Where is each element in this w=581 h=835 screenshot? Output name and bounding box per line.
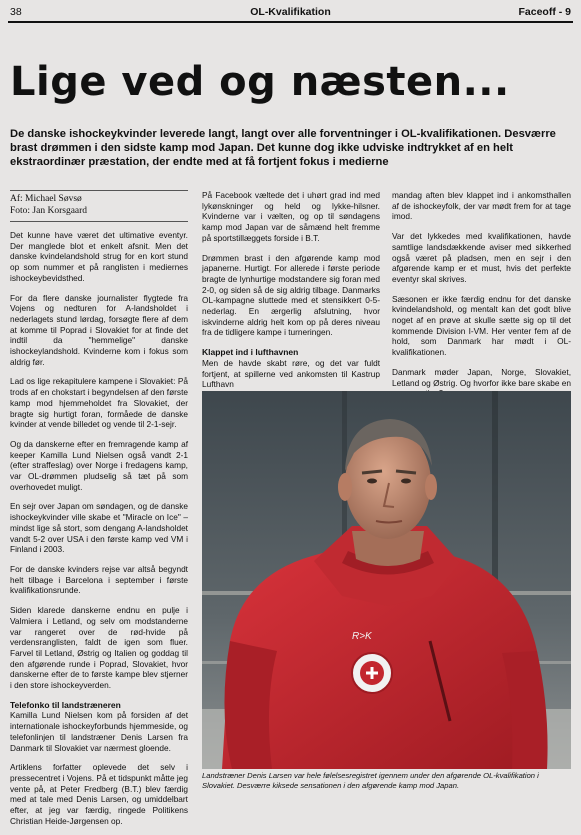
column-3 [392, 190, 571, 408]
coach-photo [202, 391, 571, 769]
page-number: 38 [10, 6, 22, 18]
body-paragraph: Kamilla Lund Nielsen kom på forsiden af det internationale ishockeyforbunds hjemmeside, og telefonlinjen til landstræner Denis Larsen fra Danmark til Slovakiet var nærmest gloende. [10, 710, 188, 753]
body-paragraph: Sæsonen er ikke færdig endnu for det danske kvindelandshold, og mentalt kan det godt blive noget af en prøve at skulle sætte sig op til det kommende Division I-VM. Her venter fem af de hold, som Danmark har mødt i OL-kvalifikationen. [392, 293, 571, 358]
byline-top-rule [10, 190, 188, 191]
body-paragraph: Siden klarede danskerne endnu en pulje i Valmiera i Letland, og selv om modstanderne var rangeret over de rød-hvide på verdensranglisten, faldt de igen som fluer. Farvel til Letland, Østrig og Italien og goddag til den afgørende runde i Poprad, Slovakiet, hvor danskerne efter de to første kampe blev stjerner i den store ishockeyverden. [10, 605, 188, 691]
body-paragraph: Det kunne have været det ultimative eventyr. Der manglede blot et enkelt afsnit. Men det danske kvindelandshold strug for en kort stund op som nummer et på ranglisten i mediernes ishockeybevidsthed. [10, 230, 188, 283]
byline-bottom-rule [10, 221, 188, 222]
headline: Lige ved og næsten... [10, 59, 510, 105]
body-paragraph: Var det lykkedes med kvalifikationen, havde samtlige landsdækkende aviser med sikkerhed også været på pladsen, men en sejr i den afgørende kamp er et must, hvis det perfekte eventyr skal skrives. [392, 231, 571, 284]
body-paragraph: En sejr over Japan om søndagen, og de danske ishockeykvinder ville skabe et "Miracle on Ice" – mindst lige så stort, som dengang A-landsholdet vandt 5-2 over USA i den første kamp ved VM i Finland i 2003. [10, 501, 188, 555]
coach-photo-illustration [202, 391, 571, 769]
column-1 [10, 193, 188, 835]
header-rule [8, 21, 573, 23]
body-paragraph: Men de havde skabt røre, og det var fuldt fortjent, at spillerne ved ankomsten til Kastrup Lufthavn [202, 357, 380, 390]
jacket-brand-logo: R>K [352, 631, 372, 642]
subheading: Telefonko til landstræneren [10, 699, 121, 710]
body-paragraph: Artiklens forfatter oplevede det selv i pressecentret i Vojens. På et tidspunkt måtte jeg vente på, at Peter Fredberg (B.T.) blev færdig med at tale med Denis Larsen, og umiddelbart efter, at jeg var færdig, ringede Politikens Christian Heide-Jørgensen op. [10, 762, 188, 826]
body-paragraph: For de danske kvinders rejse var altså begyndt helt tilbage i Barcelona i september i første kvalifikationsrunde. [10, 563, 188, 596]
publication-name: Faceoff - 9 [518, 6, 571, 18]
body-paragraph: Drømmen brast i den afgørende kamp mod japanerne. Hurtigt. For allerede i første periode bragte de lynhurtige modstandere sig foran med 2-0, og siden så de sig aldrig tilbage. Danmarks OL-kampagne sluttede med et stensikkert 0-5-nederlag. En ærgerlig afslutning, hvor iskvinderne aldrig helt kom op på deres niveau fra de tidligere kampe i turneringen. [202, 252, 380, 338]
body-paragraph: Danmark møder Japan, Norge, Slovakiet, Letland og Østrig. Og hvorfor ikke bare skabe en [392, 366, 571, 388]
byline-photo: Foto: Jan Korsgaard [10, 206, 88, 216]
column-2 [202, 190, 380, 399]
body-paragraph: På Facebook væltede det i uhørt grad ind med lykønskninger og held og lykke-hilsner. Kvinderne var i vælten, og op til søndagens kamp mod Japan var de såmænd helt fremme på sportstillæggets forside i B.T. [202, 190, 380, 243]
page-header [10, 6, 571, 20]
body-paragraph: Lad os lige rekapitulere kampene i Slovakiet: På trods af en chokstart i begyndelsen af den første kamp mod hjemmeholdet fra Slovakiet, der bragte sig hurtigt foran, formåede de danske kvinder at vende billedet og vende til 2-1-sejr. [10, 376, 188, 430]
body-paragraph: mandag aften blev klappet ind i ankomsthallen af de ishockeyfolk, der var mødt frem for at tage imod. [392, 190, 571, 222]
photo-caption: Landstræner Denis Larsen var hele følelsesregistret igennem under den afgørende OL-kvalifikation i Slovakiet. Desværre kiksede sensationen i den afgørende kamp mod Japan. [202, 771, 539, 790]
byline-author: Af: Michael Søvsø [10, 194, 82, 204]
body-paragraph: Og da danskerne efter en fremragende kamp af keeper Kamilla Lund Nielsen også vandt 2-1 (efter straffeslag) over Norge i fredagens kamp, var OL-drømmen pludselig så tæt på som overhovedet muligt. [10, 438, 188, 492]
body-paragraph: For da flere danske journalister flygtede fra Vojens og nedturen for A-landsholdet i nederlagets stund lørdag, forsøgte flere af dem at komme til Poprad i Slovakiet for at finde det indtil da "hemmelige" danske ishockeylandshold. Kvinderne kom i fokus som aldrig før. [10, 292, 188, 367]
lead-paragraph: De danske ishockeykvinder leverede langt, langt over alle forventninger i OL-kvalifikationen. Desværre brast drømmen i den sidste kamp mod Japan. Det kunne dog ikke udviske indtrykket af en helt ekstraordinær præstation, der endte med at få fortjent fokus i medierne [10, 128, 556, 168]
section-title: OL-Kvalifikation [250, 6, 331, 18]
subheading: Klappet ind i lufthavnen [202, 347, 299, 358]
